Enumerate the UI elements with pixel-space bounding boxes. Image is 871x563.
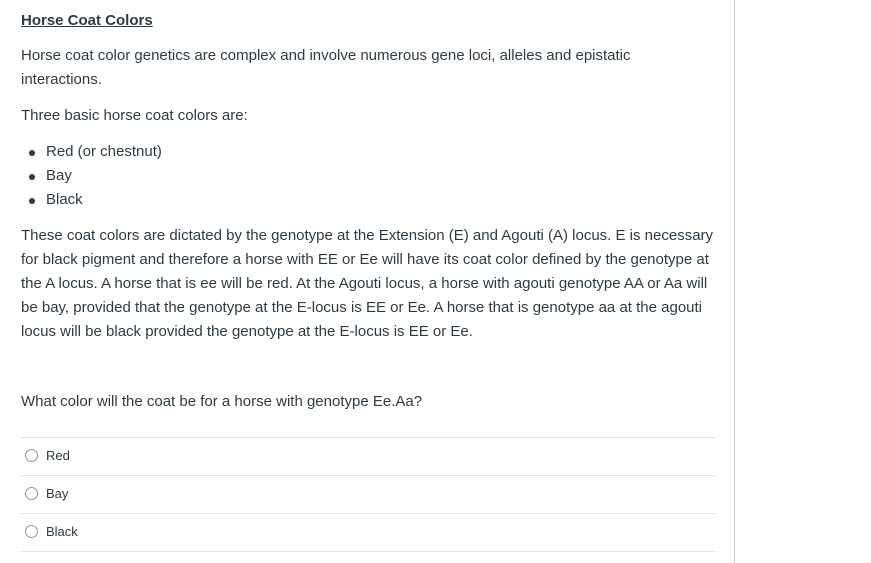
answer-list [21,437,715,552]
list-item [21,188,715,212]
radio-button[interactable] [25,449,38,462]
answer-label[interactable]: Red [46,448,70,463]
radio-button[interactable] [25,525,38,538]
answer-option-black[interactable] [21,514,715,552]
list-item-label: Red (or chestnut) [46,143,162,160]
bullet-icon [29,174,35,180]
intro-paragraph: Horse coat color genetics are complex and involve numerous gene loci, alleles and epistatic interactions. [21,47,631,88]
coat-color-list [21,140,715,212]
answer-option-bay[interactable] [21,476,715,514]
answer-label[interactable]: Black [46,524,78,539]
question-text: What color will the coat be for a horse with genotype Ee.Aa? [21,393,423,410]
answer-label[interactable]: Bay [46,486,69,501]
lead-paragraph: Three basic horse coat colors are: [21,107,248,124]
list-item [21,164,715,188]
list-item-label: Bay [46,167,72,184]
bullet-icon [29,198,35,204]
answer-option-red[interactable] [21,438,715,476]
radio-button[interactable] [25,487,38,500]
question-content [21,10,715,552]
list-item [21,140,715,164]
page-title: Horse Coat Colors [21,12,153,29]
explanation-paragraph: These coat colors are dictated by the genotype at the Extension (E) and Agouti (A) locus. E is necessary for black pigment and therefore a horse with EE or Ee will have its coat color defined by the genotype at the A locus. A horse that is ee will be red. At the Agouti locus, a horse with agouti genotype AA or Aa will be bay, provided that the genotype at the E-locus is EE or Ee. A horse that is genotype aa at the agouti locus will be black provided the genotype at the E-locus is EE or Ee. [21,227,714,340]
bullet-icon [29,150,35,156]
list-item-label: Black [46,191,83,208]
